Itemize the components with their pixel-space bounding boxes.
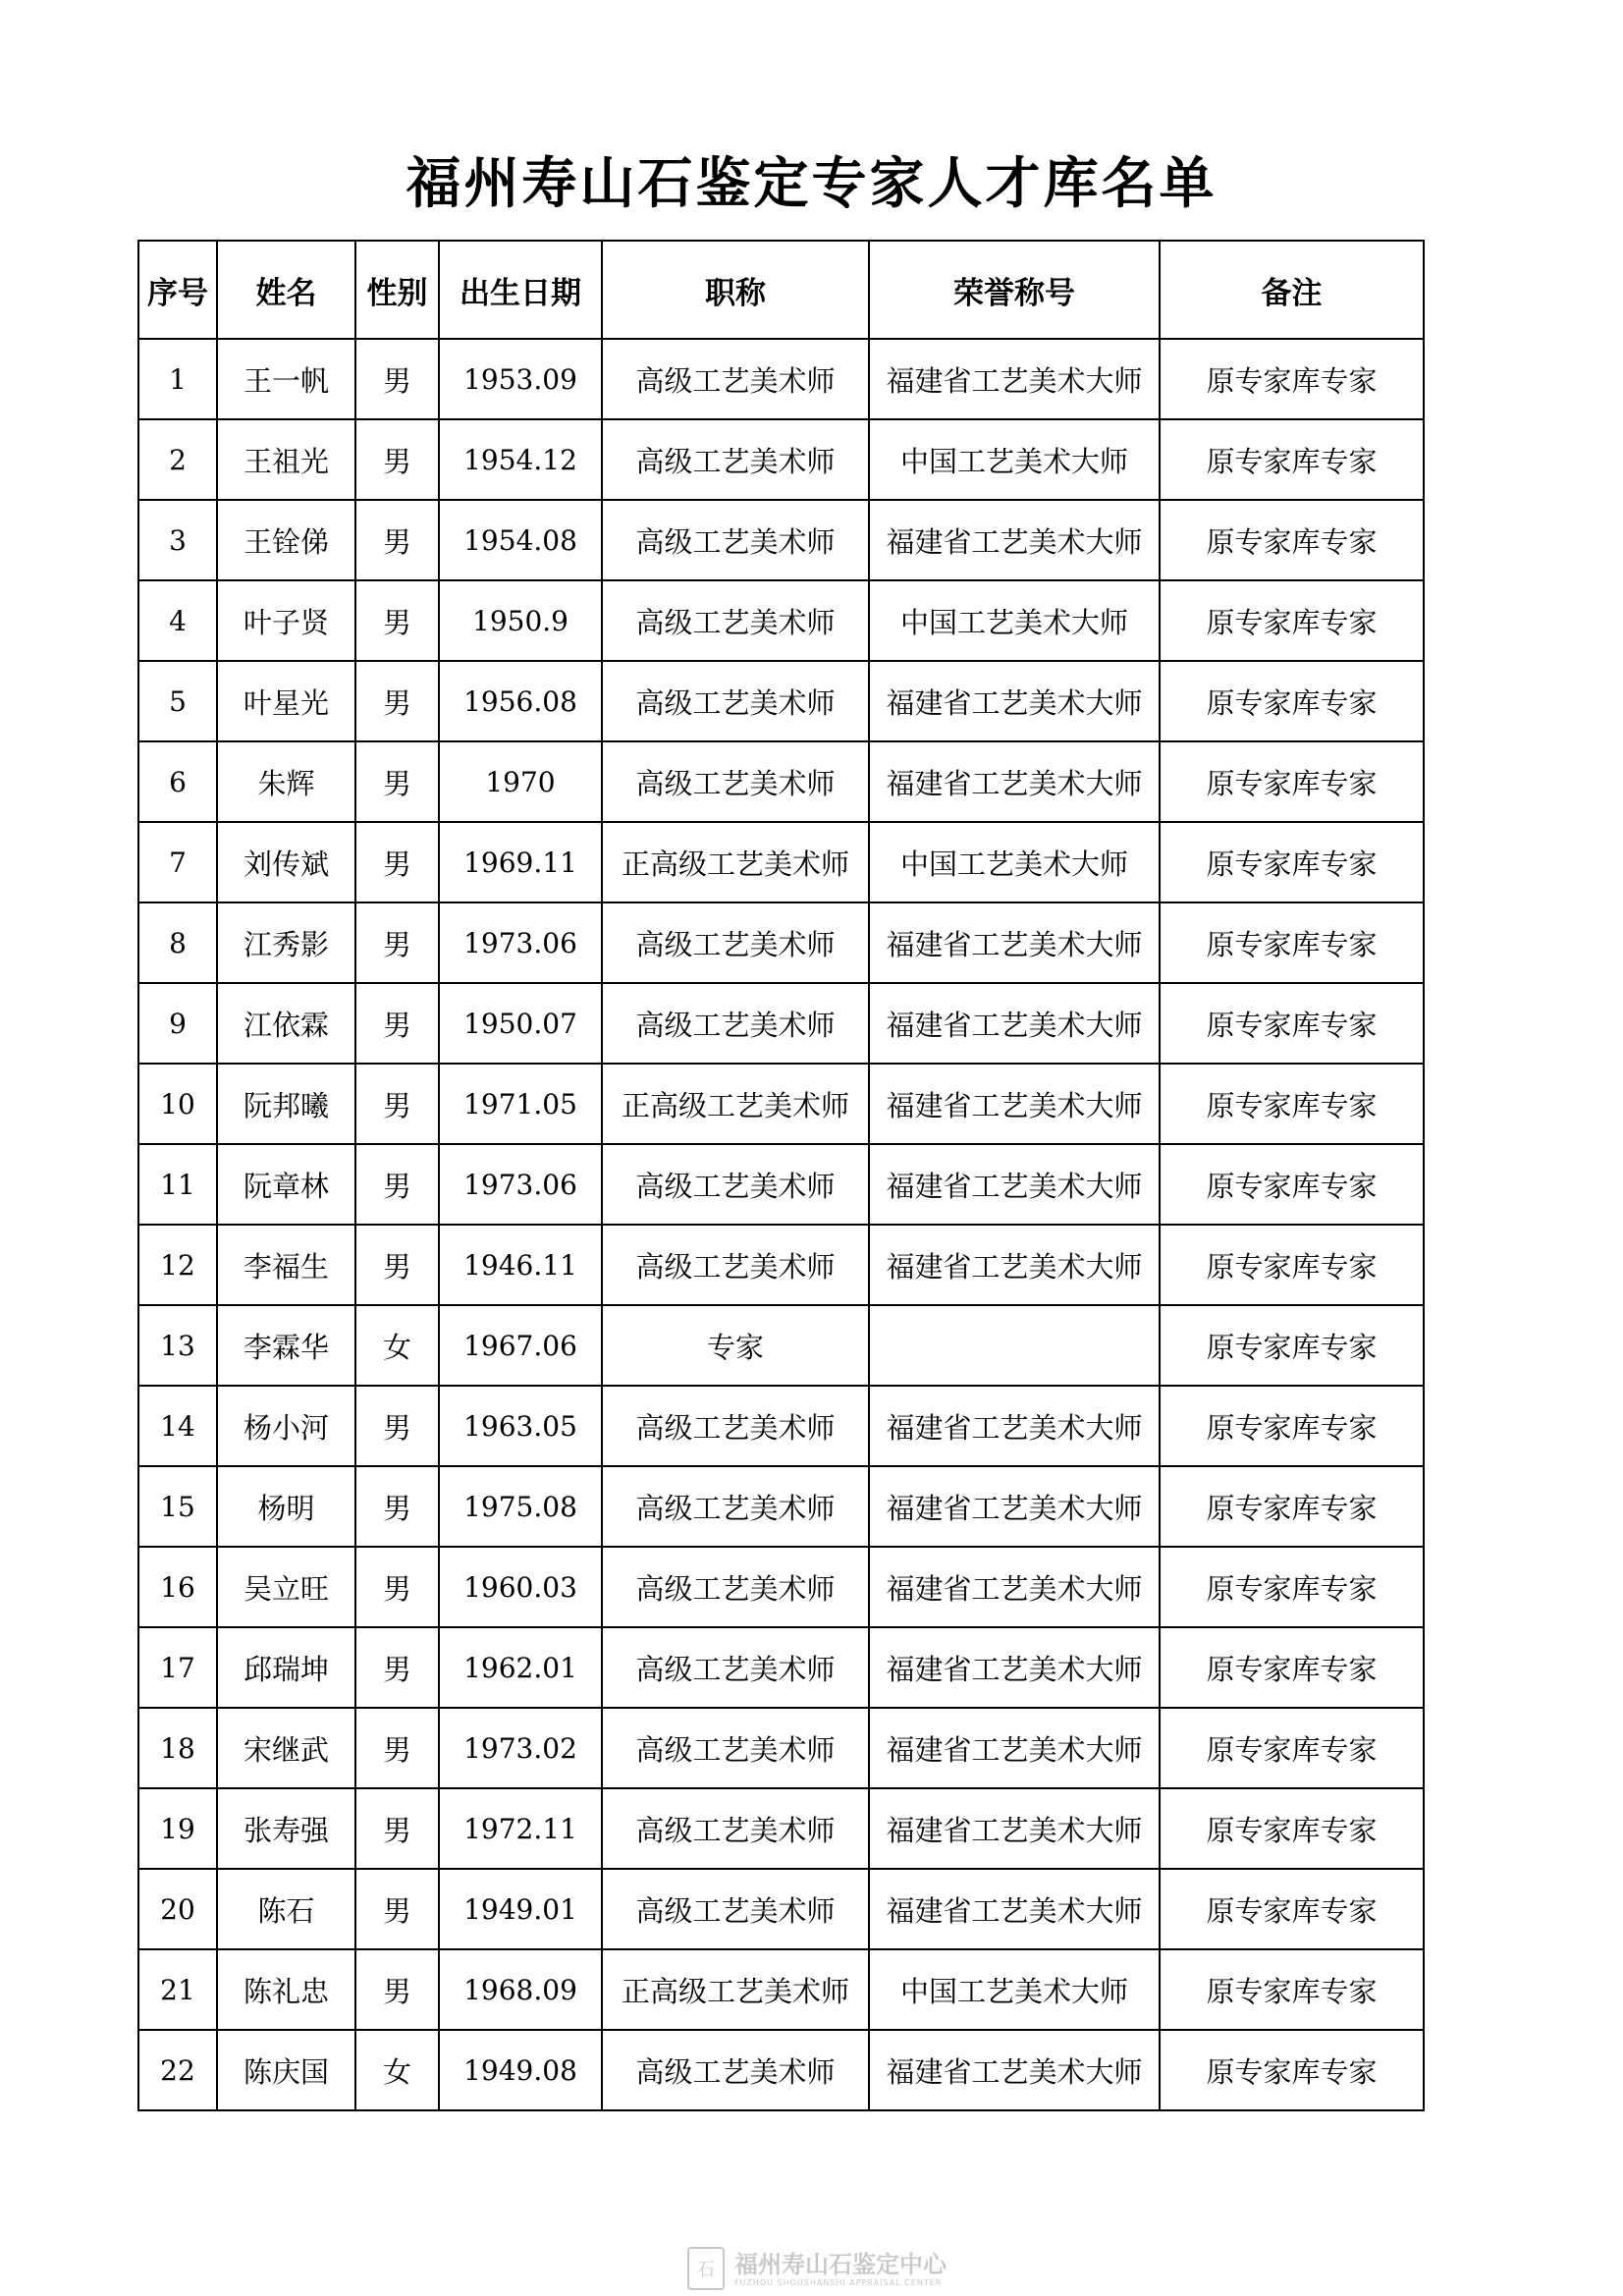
cell-professional-title: 高级工艺美术师 <box>602 661 869 741</box>
cell-honorary-title: 福建省工艺美术大师 <box>869 1466 1160 1547</box>
table-row <box>138 1949 1424 2030</box>
cell-remarks: 原专家库专家 <box>1160 1225 1424 1305</box>
table-row <box>138 1547 1424 1627</box>
cell-honorary-title: 福建省工艺美术大师 <box>869 1386 1160 1466</box>
cell-birth-date: 1956.08 <box>439 661 602 741</box>
cell-birth-date: 1967.06 <box>439 1305 602 1386</box>
table-row <box>138 419 1424 500</box>
table-row <box>138 1869 1424 1949</box>
cell-birth-date: 1975.08 <box>439 1466 602 1547</box>
cell-professional-title: 正高级工艺美术师 <box>602 822 869 902</box>
cell-name: 阮章林 <box>217 1144 355 1225</box>
cell-gender: 男 <box>355 983 439 1064</box>
cell-birth-date: 1971.05 <box>439 1064 602 1144</box>
cell-birth-date: 1954.08 <box>439 500 602 580</box>
table-row <box>138 1708 1424 1788</box>
cell-birth-date: 1950.07 <box>439 983 602 1064</box>
cell-birth-date: 1954.12 <box>439 419 602 500</box>
watermark-text: 福州寿山石鉴定中心 <box>734 2250 947 2278</box>
cell-honorary-title: 福建省工艺美术大师 <box>869 1869 1160 1949</box>
cell-birth-date: 1960.03 <box>439 1547 602 1627</box>
cell-serial: 2 <box>138 419 217 500</box>
header-birth-date: 出生日期 <box>439 241 602 339</box>
cell-serial: 14 <box>138 1386 217 1466</box>
cell-gender: 男 <box>355 1949 439 2030</box>
cell-gender: 男 <box>355 339 439 419</box>
table-row <box>138 741 1424 822</box>
cell-honorary-title: 福建省工艺美术大师 <box>869 902 1160 983</box>
cell-name: 王一帆 <box>217 339 355 419</box>
cell-name: 刘传斌 <box>217 822 355 902</box>
cell-professional-title: 高级工艺美术师 <box>602 1547 869 1627</box>
cell-professional-title: 专家 <box>602 1305 869 1386</box>
cell-remarks: 原专家库专家 <box>1160 1547 1424 1627</box>
cell-gender: 男 <box>355 741 439 822</box>
cell-gender: 男 <box>355 902 439 983</box>
expert-roster-table <box>137 240 1425 2111</box>
cell-name: 邱瑞坤 <box>217 1627 355 1708</box>
cell-honorary-title: 中国工艺美术大师 <box>869 1949 1160 2030</box>
table-header-row <box>138 241 1424 339</box>
cell-honorary-title: 福建省工艺美术大师 <box>869 500 1160 580</box>
cell-serial: 22 <box>138 2030 217 2110</box>
table-row <box>138 1466 1424 1547</box>
cell-serial: 3 <box>138 500 217 580</box>
cell-honorary-title: 福建省工艺美术大师 <box>869 1225 1160 1305</box>
header-remarks: 备注 <box>1160 241 1424 339</box>
cell-serial: 17 <box>138 1627 217 1708</box>
cell-serial: 11 <box>138 1144 217 1225</box>
cell-serial: 12 <box>138 1225 217 1305</box>
cell-serial: 7 <box>138 822 217 902</box>
cell-remarks: 原专家库专家 <box>1160 1788 1424 1869</box>
cell-honorary-title: 中国工艺美术大师 <box>869 822 1160 902</box>
cell-name: 张寿强 <box>217 1788 355 1869</box>
cell-name: 叶星光 <box>217 661 355 741</box>
cell-remarks: 原专家库专家 <box>1160 983 1424 1064</box>
cell-honorary-title: 福建省工艺美术大师 <box>869 1627 1160 1708</box>
center-logo-icon: 石 <box>687 2247 725 2290</box>
table-row <box>138 1305 1424 1386</box>
cell-serial: 1 <box>138 339 217 419</box>
cell-honorary-title: 福建省工艺美术大师 <box>869 1788 1160 1869</box>
cell-gender: 女 <box>355 1305 439 1386</box>
table-row <box>138 580 1424 661</box>
cell-professional-title: 高级工艺美术师 <box>602 2030 869 2110</box>
cell-honorary-title: 福建省工艺美术大师 <box>869 1547 1160 1627</box>
cell-remarks: 原专家库专家 <box>1160 902 1424 983</box>
cell-gender: 男 <box>355 580 439 661</box>
cell-serial: 8 <box>138 902 217 983</box>
cell-gender: 男 <box>355 1064 439 1144</box>
cell-birth-date: 1949.01 <box>439 1869 602 1949</box>
table-row <box>138 902 1424 983</box>
cell-name: 阮邦曦 <box>217 1064 355 1144</box>
cell-remarks: 原专家库专家 <box>1160 1708 1424 1788</box>
cell-serial: 13 <box>138 1305 217 1386</box>
cell-name: 王祖光 <box>217 419 355 500</box>
cell-professional-title: 正高级工艺美术师 <box>602 1949 869 2030</box>
cell-professional-title: 高级工艺美术师 <box>602 1386 869 1466</box>
cell-remarks: 原专家库专家 <box>1160 1949 1424 2030</box>
cell-serial: 15 <box>138 1466 217 1547</box>
cell-birth-date: 1949.08 <box>439 2030 602 2110</box>
cell-birth-date: 1973.06 <box>439 1144 602 1225</box>
cell-name: 李霖华 <box>217 1305 355 1386</box>
cell-gender: 男 <box>355 1869 439 1949</box>
table-row <box>138 983 1424 1064</box>
page-title: 福州寿山石鉴定专家人才库名单 <box>406 152 1217 216</box>
cell-name: 杨小河 <box>217 1386 355 1466</box>
cell-serial: 16 <box>138 1547 217 1627</box>
cell-gender: 男 <box>355 500 439 580</box>
cell-remarks: 原专家库专家 <box>1160 1869 1424 1949</box>
cell-birth-date: 1946.11 <box>439 1225 602 1305</box>
cell-gender: 男 <box>355 1225 439 1305</box>
cell-remarks: 原专家库专家 <box>1160 339 1424 419</box>
cell-honorary-title: 福建省工艺美术大师 <box>869 2030 1160 2110</box>
cell-remarks: 原专家库专家 <box>1160 661 1424 741</box>
table-row <box>138 1788 1424 1869</box>
cell-name: 陈石 <box>217 1869 355 1949</box>
cell-serial: 5 <box>138 661 217 741</box>
cell-name: 叶子贤 <box>217 580 355 661</box>
cell-remarks: 原专家库专家 <box>1160 2030 1424 2110</box>
cell-honorary-title: 福建省工艺美术大师 <box>869 1064 1160 1144</box>
cell-gender: 男 <box>355 1708 439 1788</box>
cell-professional-title: 正高级工艺美术师 <box>602 1064 869 1144</box>
cell-birth-date: 1953.09 <box>439 339 602 419</box>
cell-birth-date: 1968.09 <box>439 1949 602 2030</box>
cell-remarks: 原专家库专家 <box>1160 419 1424 500</box>
cell-name: 陈礼忠 <box>217 1949 355 2030</box>
cell-honorary-title: 中国工艺美术大师 <box>869 419 1160 500</box>
table-row <box>138 822 1424 902</box>
cell-remarks: 原专家库专家 <box>1160 741 1424 822</box>
cell-serial: 4 <box>138 580 217 661</box>
cell-name: 江秀影 <box>217 902 355 983</box>
cell-remarks: 原专家库专家 <box>1160 1064 1424 1144</box>
table-row <box>138 1064 1424 1144</box>
cell-remarks: 原专家库专家 <box>1160 580 1424 661</box>
header-gender: 性别 <box>355 241 439 339</box>
watermark-subtext: FUZHOU SHOUSHANSHI APPRAISAL CENTER <box>734 2277 943 2287</box>
cell-remarks: 原专家库专家 <box>1160 1386 1424 1466</box>
cell-name: 宋继武 <box>217 1708 355 1788</box>
cell-professional-title: 高级工艺美术师 <box>602 1144 869 1225</box>
header-serial: 序号 <box>138 241 217 339</box>
cell-serial: 20 <box>138 1869 217 1949</box>
cell-gender: 男 <box>355 1627 439 1708</box>
table-row <box>138 339 1424 419</box>
table-row <box>138 1225 1424 1305</box>
cell-gender: 男 <box>355 1386 439 1466</box>
cell-gender: 男 <box>355 1466 439 1547</box>
cell-professional-title: 高级工艺美术师 <box>602 1225 869 1305</box>
table-row <box>138 2030 1424 2110</box>
cell-honorary-title: 福建省工艺美术大师 <box>869 1708 1160 1788</box>
cell-name: 江依霖 <box>217 983 355 1064</box>
table-row <box>138 1386 1424 1466</box>
cell-name: 王铨俤 <box>217 500 355 580</box>
cell-honorary-title <box>869 1305 1160 1386</box>
cell-professional-title: 高级工艺美术师 <box>602 741 869 822</box>
cell-birth-date: 1969.11 <box>439 822 602 902</box>
cell-birth-date: 1973.06 <box>439 902 602 983</box>
cell-professional-title: 高级工艺美术师 <box>602 983 869 1064</box>
cell-honorary-title: 福建省工艺美术大师 <box>869 339 1160 419</box>
cell-gender: 男 <box>355 661 439 741</box>
table-row <box>138 1144 1424 1225</box>
cell-remarks: 原专家库专家 <box>1160 1466 1424 1547</box>
cell-name: 陈庆国 <box>217 2030 355 2110</box>
cell-remarks: 原专家库专家 <box>1160 1144 1424 1225</box>
cell-gender: 男 <box>355 822 439 902</box>
cell-serial: 10 <box>138 1064 217 1144</box>
cell-birth-date: 1962.01 <box>439 1627 602 1708</box>
header-honorary-title: 荣誉称号 <box>869 241 1160 339</box>
cell-gender: 男 <box>355 1788 439 1869</box>
cell-professional-title: 高级工艺美术师 <box>602 580 869 661</box>
cell-gender: 男 <box>355 1547 439 1627</box>
table-body <box>138 339 1424 2110</box>
cell-professional-title: 高级工艺美术师 <box>602 1466 869 1547</box>
cell-birth-date: 1970 <box>439 741 602 822</box>
cell-honorary-title: 福建省工艺美术大师 <box>869 661 1160 741</box>
cell-honorary-title: 福建省工艺美术大师 <box>869 741 1160 822</box>
cell-professional-title: 高级工艺美术师 <box>602 500 869 580</box>
cell-honorary-title: 中国工艺美术大师 <box>869 580 1160 661</box>
cell-birth-date: 1973.02 <box>439 1708 602 1788</box>
cell-gender: 男 <box>355 419 439 500</box>
cell-professional-title: 高级工艺美术师 <box>602 902 869 983</box>
cell-honorary-title: 福建省工艺美术大师 <box>869 983 1160 1064</box>
cell-serial: 19 <box>138 1788 217 1869</box>
watermark <box>687 2247 947 2290</box>
cell-serial: 21 <box>138 1949 217 2030</box>
cell-name: 李福生 <box>217 1225 355 1305</box>
cell-professional-title: 高级工艺美术师 <box>602 1869 869 1949</box>
cell-remarks: 原专家库专家 <box>1160 1627 1424 1708</box>
cell-professional-title: 高级工艺美术师 <box>602 419 869 500</box>
cell-serial: 6 <box>138 741 217 822</box>
cell-birth-date: 1950.9 <box>439 580 602 661</box>
cell-remarks: 原专家库专家 <box>1160 1305 1424 1386</box>
table-row <box>138 500 1424 580</box>
header-name: 姓名 <box>217 241 355 339</box>
cell-birth-date: 1963.05 <box>439 1386 602 1466</box>
cell-honorary-title: 福建省工艺美术大师 <box>869 1144 1160 1225</box>
cell-remarks: 原专家库专家 <box>1160 822 1424 902</box>
cell-name: 朱辉 <box>217 741 355 822</box>
header-professional-title: 职称 <box>602 241 869 339</box>
cell-serial: 18 <box>138 1708 217 1788</box>
cell-birth-date: 1972.11 <box>439 1788 602 1869</box>
cell-gender: 男 <box>355 1144 439 1225</box>
cell-name: 杨明 <box>217 1466 355 1547</box>
cell-serial: 9 <box>138 983 217 1064</box>
cell-professional-title: 高级工艺美术师 <box>602 1627 869 1708</box>
table-row <box>138 1627 1424 1708</box>
cell-gender: 女 <box>355 2030 439 2110</box>
table-row <box>138 661 1424 741</box>
cell-name: 吴立旺 <box>217 1547 355 1627</box>
cell-professional-title: 高级工艺美术师 <box>602 1788 869 1869</box>
cell-professional-title: 高级工艺美术师 <box>602 1708 869 1788</box>
cell-remarks: 原专家库专家 <box>1160 500 1424 580</box>
cell-professional-title: 高级工艺美术师 <box>602 339 869 419</box>
